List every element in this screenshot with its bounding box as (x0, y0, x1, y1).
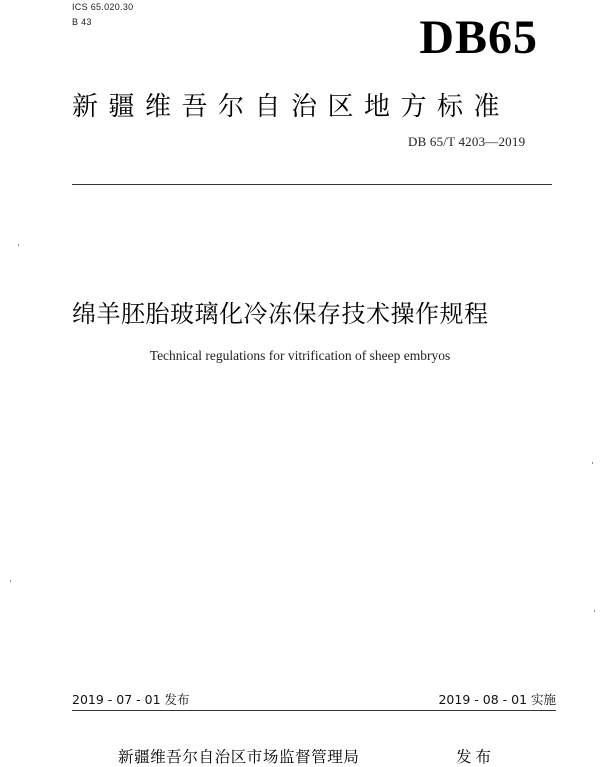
issuing-authority: 新疆维吾尔自治区市场监督管理局 (118, 748, 360, 766)
ccs-code: B 43 (72, 17, 92, 27)
scan-speck (594, 610, 595, 612)
issued-label: 发布 (456, 748, 496, 766)
standard-type-title: 新疆维吾尔自治区地方标准 (72, 92, 511, 122)
scan-speck (592, 462, 593, 464)
document-title-english: Technical regulations for vitrification of sheep embryos (149, 348, 451, 363)
scan-speck (18, 244, 19, 246)
ics-code: ICS 65.020.30 (72, 2, 134, 12)
scan-speck (10, 580, 11, 582)
footer-divider (72, 710, 556, 711)
standard-number: DB 65/T 4203—2019 (408, 134, 526, 149)
document-title-chinese: 绵羊胚胎玻璃化冷冻保存技术操作规程 (72, 300, 489, 328)
implementation-date: 2019 - 08 - 01 实施 (438, 692, 556, 707)
issue-date: 2019 - 07 - 01 发布 (72, 692, 190, 707)
header-divider (72, 184, 552, 185)
standard-mark: DB65 (419, 11, 538, 64)
